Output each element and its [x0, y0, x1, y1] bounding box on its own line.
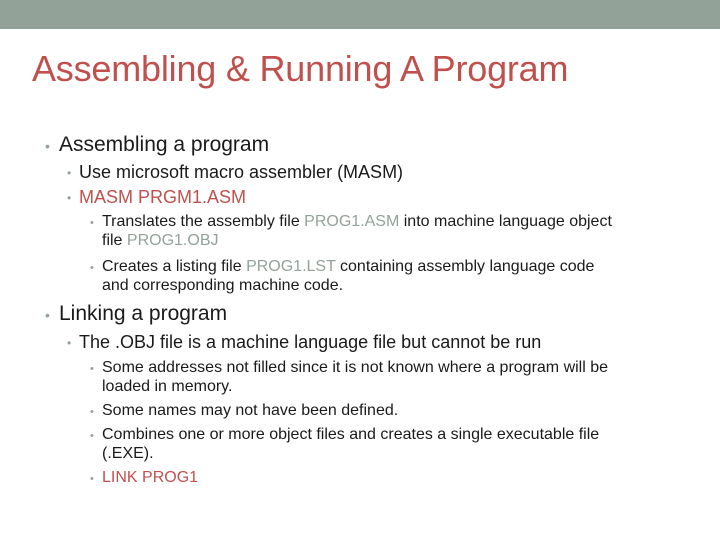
- slide-title: Assembling & Running A Program: [32, 48, 569, 89]
- bullet-dot-icon: •: [90, 406, 94, 418]
- bullet-dot-icon: •: [67, 166, 72, 180]
- bullet-assembling: • Assembling a program: [45, 133, 270, 156]
- bullet-listing: • Creates a listing file PROG1.LST containing assembly language code and corresponding machine code.: [90, 258, 595, 294]
- bullet-masm-command: • MASM PRGM1.ASM: [67, 187, 247, 207]
- bullet-dot-icon: •: [90, 430, 94, 442]
- top-accent-bar: [0, 0, 720, 29]
- bullet-linking: • Linking a program: [45, 302, 228, 325]
- bullet-dot-icon: •: [45, 307, 50, 323]
- bullet-translates: • Translates the assembly file PROG1.ASM into machine language object file PROG1.OBJ: [90, 213, 612, 249]
- bullet-dot-icon: •: [67, 191, 72, 205]
- bullet-link-command: • LINK PROG1: [102, 468, 198, 487]
- bullet-dot-icon: •: [67, 336, 72, 350]
- bullet-dot-icon: •: [90, 262, 94, 274]
- bullet-combines: • Combines one or more object files and creates a single executable file (.EXE).: [90, 426, 600, 462]
- bullet-obj-file: • The .OBJ file is a machine language file but cannot be run: [67, 332, 542, 352]
- bullet-names: • Some names may not have been defined.: [102, 401, 398, 420]
- bullet-dot-icon: •: [45, 138, 50, 154]
- bullet-addresses: • Some addresses not filled since it is not known where a program will be loaded in memory.: [90, 359, 609, 395]
- bullet-dot-icon: •: [90, 363, 94, 375]
- bullet-dot-icon: •: [90, 217, 94, 229]
- bullet-dot-icon: •: [90, 473, 94, 485]
- bullet-use-masm: • Use microsoft macro assembler (MASM): [67, 162, 404, 182]
